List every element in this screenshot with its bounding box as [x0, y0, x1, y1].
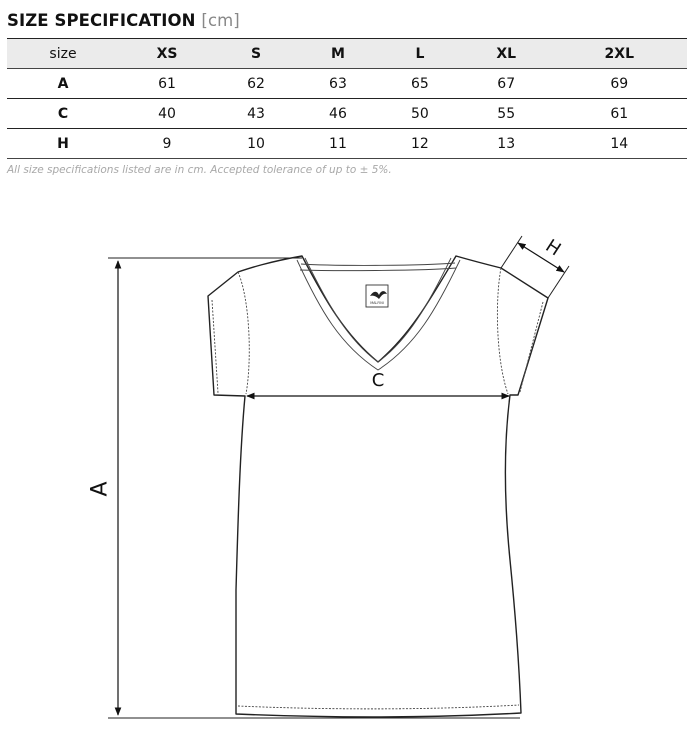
table-cell: 55 [461, 99, 552, 129]
table-cell: 46 [297, 99, 379, 129]
label-h: H [541, 235, 565, 261]
table-cell: 9 [119, 129, 215, 159]
table-cell: 50 [379, 99, 461, 129]
table-cell: 69 [552, 69, 687, 99]
size-xl: XL [461, 39, 552, 69]
size-l: L [379, 39, 461, 69]
size-m: M [297, 39, 379, 69]
label-a: A [87, 481, 113, 497]
table-cell: 61 [119, 69, 215, 99]
table-cell: 63 [297, 69, 379, 99]
table-cell: 43 [215, 99, 297, 129]
table-cell: 11 [297, 129, 379, 159]
size-corner: size [7, 39, 119, 69]
table-cell: 61 [552, 99, 687, 129]
title-text: SIZE SPECIFICATION [7, 11, 196, 30]
brand-text: MALFINI [370, 301, 384, 305]
size-s: S [215, 39, 297, 69]
table-cell: 40 [119, 99, 215, 129]
table-cell: 67 [461, 69, 552, 99]
size-2xl: 2XL [552, 39, 687, 69]
table-cell: 13 [461, 129, 552, 159]
table-cell: 12 [379, 129, 461, 159]
size-xs: XS [119, 39, 215, 69]
tolerance-note: All size specifications listed are in cm. Accepted tolerance of up to ± 5%. [7, 164, 392, 176]
tshirt-icon [208, 256, 548, 717]
table-cell: 14 [552, 129, 687, 159]
row-label-a: A [7, 69, 119, 99]
row-label-h: H [7, 129, 119, 159]
table-cell: 65 [379, 69, 461, 99]
label-c: C [371, 370, 385, 391]
table-cell: 62 [215, 69, 297, 99]
table-cell: 10 [215, 129, 297, 159]
malfini-bird-logo-icon [366, 285, 388, 307]
row-label-c: C [7, 99, 119, 129]
title-unit: [cm] [201, 11, 240, 30]
